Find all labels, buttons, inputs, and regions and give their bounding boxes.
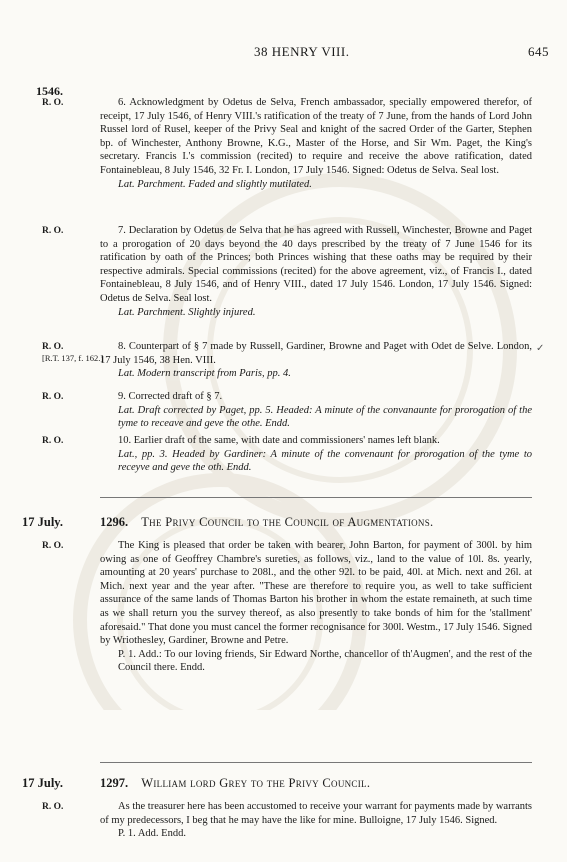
entry-text: 7. Declaration by Odetus de Selva that he has agreed with Russell, Winchester, Browne and Paget to a prorogation of 20 days beyond the 40 days prescribed by the treaty of 7 June 1546 for its ratification by oath of the Princes; both Princes wishing that these oaths may be required by their respective admirals. Special commissions (recited) for the above agreement, viz., of Francis I., dated Fontainebleau, 8 July 1546, and of Henry VIII., dated 17 July 1546. London, 17 July 1546. Signed: Odetus de Selva. Seal lost.: [100, 225, 532, 304]
calendar-entry: [100, 390, 532, 431]
margin-check-mark: ✓: [536, 343, 545, 354]
source-label-text: R. O.: [42, 342, 64, 352]
year-label: 1546.: [36, 84, 63, 98]
running-title: 38 HENRY VIII.: [254, 44, 350, 59]
letter-body: [100, 539, 532, 675]
letter-title: The Privy Council to the Council of Augmentations.: [141, 515, 434, 529]
source-label: R. O.: [42, 802, 64, 812]
letter-heading: [100, 515, 433, 530]
calendar-entry: [100, 96, 532, 191]
entry-text: 6. Acknowledgment by Odetus de Selva, French ambassador, specially empowered therefor, of receipt, 17 July 1546, of Henry VIII.'s ratification of the treaty of 7 June, from the hands of Lord John Russel lord of Rusel, keeper of the Privy Seal and knight of the sacred Order of the Garter, Stephen bp. of Winchester, Anthony Browne, K.G., Master of the Horse, and Sir Wm. Paget, the King's secretary. Francis I.'s commission (recited) to require and receive the above ratification, dated Fontainebleau, 8 July 1546, 32 Fr. I. London, 17 July 1546. Signed: Odetus de Selva. Seal lost.: [100, 97, 532, 176]
entry-text: 9. Corrected draft of § 7.: [118, 391, 223, 402]
source-label: R. O.: [42, 436, 64, 446]
letter-number: 1297.: [100, 776, 129, 790]
entry-text: 8. Counterpart of § 7 made by Russell, Gardiner, Browne and Paget with Odet de Selve. London, 17 July 1546, 38 Hen. VIII.: [100, 341, 532, 366]
entry-meta: Lat., pp. 3. Headed by Gardiner: A minute of the convenaunt for prorogation of the tyme to receyve and geve the oth. Endd.: [118, 448, 532, 474]
calendar-entry: [100, 224, 532, 319]
entry-meta: P. 1. Add. Endd.: [118, 828, 186, 840]
letter-date: 17 July.: [22, 776, 63, 790]
page-header: [0, 44, 567, 64]
source-label: [42, 342, 103, 364]
entry-meta: Lat. Parchment. Faded and slightly mutilated.: [118, 178, 312, 190]
entry-meta: P. 1. Add.: To our loving friends, Sir Edward Northe, chancellor of th'Augmen', and the rest of the Council there. Endd.: [118, 648, 532, 674]
letter-heading: [100, 776, 370, 791]
entry-text: 10. Earlier draft of the same, with date and commissioners' names left blank.: [118, 435, 440, 446]
entry-meta: Lat. Parchment. Slightly injured.: [118, 306, 256, 318]
source-label: R. O.: [42, 226, 64, 236]
source-label: R. O.: [42, 392, 64, 402]
section-divider: [100, 497, 532, 498]
source-label: R. O.: [42, 541, 64, 551]
source-note: [R.T. 137, f. 162.]: [42, 353, 104, 363]
entry-text: The King is pleased that order be taken with bearer, John Barton, for payment of 300l. by him owing as one of Geoffrey Chambre's sureties, as follows, viz., land to the value of 10l. 8s. yearly, amounting at 20 years' purchase to 208l., and the other 92l. to be paid, 40l. at Mich. next and 26l. at Mich. next year and the year after. "These are therefore to require you, as well to take sufficient assurance of the same lands of Thomas Barton his brother in whom the estate remaineth, at such time as we shall return you the survey thereof, as also presently to take bonds of him for the 'stallment' aforesaid." That done you must cancel the former recognisance for 300l. Westm., 17 July 1546. Signed by Wriothesley, Gardiner, Browne and Petre.: [100, 540, 532, 647]
entry-meta: Lat. Modern transcript from Paris, pp. 4.: [118, 368, 291, 380]
source-label: R. O.: [42, 98, 64, 108]
letter-title: William lord Grey to the Privy Council.: [141, 776, 371, 790]
calendar-entry: [100, 434, 532, 475]
calendar-entry: [100, 340, 532, 381]
entry-meta: Lat. Draft corrected by Paget, pp. 5. Headed: A minute of the convanaunte for prorogation of the tyme to receave and geve the othe. Endd.: [118, 404, 532, 430]
letter-body: [100, 800, 532, 841]
page-number: 645: [528, 44, 549, 59]
letter-number: 1296.: [100, 515, 129, 529]
letter-date: 17 July.: [22, 515, 63, 529]
entry-text: As the treasurer here has been accustomed to receive your warrant for payments made by warrants of my predecessors, I beg that he may have the like for mine. Bulloigne, 17 July 1546. Signed.: [100, 801, 532, 826]
section-divider: [100, 762, 532, 763]
